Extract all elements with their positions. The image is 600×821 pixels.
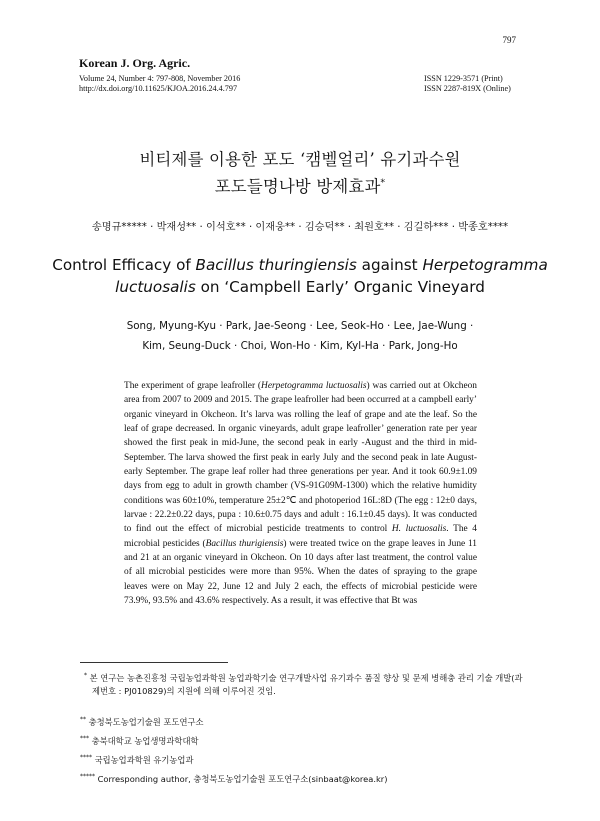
footnote-5-mark: ***** bbox=[80, 773, 95, 780]
english-title-line1 bbox=[0, 256, 600, 274]
title-footnote-mark: * bbox=[380, 178, 386, 189]
abstract-species2: H. luctuosalis bbox=[391, 524, 447, 535]
abstract-seg3: . The 4 microbial pesticides ( bbox=[124, 524, 477, 549]
title-en-part3: on ‘Campbell Early’ Organic Vineyard bbox=[195, 278, 485, 296]
english-authors-line1: Song, Myung-Kyu · Park, Jae-Seong · Lee, Seok-Ho · Lee, Jae-Wung · bbox=[126, 320, 474, 332]
doi-link[interactable]: http://dx.doi.org/10.11625/KJOA.2016.24.4.797 bbox=[79, 84, 238, 93]
abstract-text bbox=[124, 379, 477, 609]
footnote-4-text: 국립농업과학원 유기농업과 bbox=[94, 754, 194, 765]
footnote-4-mark: **** bbox=[80, 754, 92, 761]
footnote-2-mark: ** bbox=[80, 716, 86, 723]
abstract-species3: Bacillus thurigiensis bbox=[205, 538, 284, 549]
page-number: 797 bbox=[502, 35, 516, 45]
english-title-line2 bbox=[0, 278, 600, 296]
volume-info: Volume 24, Number 4: 797-808, November 2016 bbox=[79, 74, 241, 83]
footnote-1-mark: * bbox=[84, 672, 87, 679]
issn-online: ISSN 2287-819X (Online) bbox=[424, 84, 511, 93]
title-en-pest-species: luctuosalis bbox=[115, 278, 196, 296]
issn-print: ISSN 1229-3571 (Print) bbox=[424, 74, 503, 83]
footnote-3-mark: *** bbox=[80, 735, 89, 742]
footnote-divider bbox=[80, 662, 228, 663]
title-en-pest-genus: Herpetogramma bbox=[422, 256, 548, 274]
title-en-part2: against bbox=[356, 256, 423, 274]
footnote-3-text: 충북대학교 농업생명과학대학 bbox=[91, 735, 199, 746]
abstract-seg4: ) were treated twice on the grape leaves in June 11 and 21 at an organic vineyard in Okcheon. On 10 days after last treatment, the control value of all microbial pesticides were more than 95%. When the dates of spraying to the grape leaves were on May 22, June 12 and July 2 each, the effects of microbial pesticide were 73.9%, 93.5% and 43.6% respectively. As a result, it was effective that Bt was bbox=[124, 538, 477, 607]
abstract-seg1: The experiment of grape leafroller ( bbox=[124, 381, 262, 391]
footnote-5-text: Corresponding author, 충청북도농업기술원 포도연구소(sinbaat@korea.kr) bbox=[97, 773, 388, 784]
korean-title-line2-text: 포도들명나방 방제효과 bbox=[214, 177, 381, 196]
abstract bbox=[124, 379, 477, 609]
journal-name: Korean J. Org. Agric. bbox=[79, 56, 191, 70]
footnote-2-text: 충청북도농업기술원 포도연구소 bbox=[88, 716, 204, 727]
title-en-part1: Control Efficacy of bbox=[52, 256, 196, 274]
english-authors-line2: Kim, Seung-Duck · Choi, Won-Ho · Kim, Kyl-Ha · Park, Jong-Ho bbox=[142, 340, 458, 352]
footnote-1-text: 본 연구는 농촌진흥청 국립농업과학원 농업과학기술 연구개발사업 유기과수 품질 향상 및 문제 병해충 관리 기술 개발(과제번호 : PJ010829)의 지원에 의해 이루어진 것임. bbox=[89, 672, 523, 696]
footnote-2 bbox=[80, 713, 520, 729]
footnote-1 bbox=[80, 669, 524, 698]
footnote-5 bbox=[80, 770, 520, 786]
footnote-3 bbox=[80, 732, 520, 748]
title-en-species-genus: Bacillus thuringiensis bbox=[195, 256, 357, 274]
abstract-species1: Herpetogramma luctuosalis bbox=[261, 381, 367, 391]
abstract-seg2: ) was carried out at Okcheon area from 2007 to 2009 and 2015. The grape leafroller had been occurred at a campbell early’ organic vineyard in Okcheon. It’s larva was rolling the leaf of grape and ate the leaf. So the leaf of grape decreased. In organic vineyards, adult grape leafroller’ generation rate per year showed the first peak in mid-June, the second peak in early -August and the third in mid-September. The larva showed the first peak in early July and the second peak in late August-early September. The grape leaf roller had three generations per year. And it took 60.9±1.09 days from egg to adult in growth chamber (VS-91G09M-1300) which the relative humidity conditions was 60±10%, temperature 25±2℃ and photoperiod 16L:8D (The egg : 12±0 days, larvae : 22.2±0.22 days, pupa : 10.6±0.75 days and adult : 16.1±0.45 days). It was conducted to find out the effect of microbial pesticide treatments to control bbox=[124, 381, 477, 535]
korean-title-line2 bbox=[0, 173, 600, 197]
footnote-4 bbox=[80, 751, 520, 767]
korean-title-line1: 비티제를 이용한 포도 ‘캠벨얼리’ 유기과수원 bbox=[139, 150, 461, 169]
korean-authors: 송명규***** · 박재성** · 이석호** · 이재웅** · 김승덕** · 최원호** · 김길하*** · 박종호**** bbox=[91, 222, 509, 233]
